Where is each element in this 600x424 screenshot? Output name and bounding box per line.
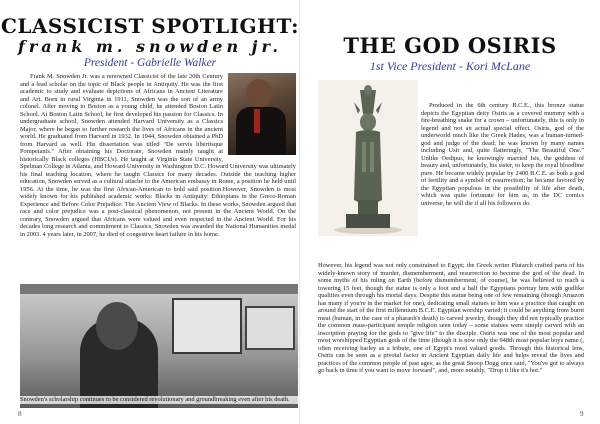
osiris-article-bottom	[318, 262, 584, 394]
page-number-right: 9	[580, 410, 584, 418]
spotlight-body: Frank M. Snowden Jr. was a renowned Classicist of the late 20th Century and a lead scholar on the topic of Black people in Antiquity. He was the first academic to study and evaluate depictions of Africans in Ancient Literature and Art. Born in rural Virginia in 1911, Snowden was the son of an army colonel. After moving to Boston as a young child, he attended Boston Latin School. At Boston Latin School, he first developed his passion for Classics. In undergraduate school, Snowden attended Harvard University as a Classics Major, where he began to further research the lives of Africans in the ancient world. He graduated from Harvard in 1932. In 1944, Snowden obtained a PhD from Harvard as well. His dissertation was titled "De servis libertisque Pompeianis." After obtaining his Doctorate, Snowden mainly taught at historically Black colleges (HBCUs). He taught at Virginia State University, Spelman College in Atlanta, and Howard University in Washington D.C. Howard University was ultimately his final teaching location, where he taught Classics for many decades. Outside the teaching higher education, Snowden served as a cultural attaché to the American embassy in Rome, a position he held until 1956. At the time, he was the first African-American to hold said position.However, Snowden is most widely known for his published academic works: Blacks in Antiquity: Ethiopians in the Greco-Roman Experience and Before Color Prejudice: The Ancient View of Blacks. In these works, Snowden argued that race and color prejudice was a post-classical phenomenon, not present in the Ancient World. On the contrary, Snowden argued that Africans were valued and even respected in the Ancient World. For his decades long research and commitment to Classics, Snowden was awarded the National Humanities medal in 2003. 4 years later, in 2007, he died of congestive heart failure in his home.	[20, 73, 296, 238]
osiris-body-bottom: However, his legend was not only constrained to Egypt; the Greek writer Plutarch crafted parts of his widely-known story of murder, dismemberment, and resurrection to become the god of the dead. In some myths of his ruling on Earth (before dismemberment, of course), he was believed to reach a towering 15 feet, though the statue is only a foot and a half the Egyptians portray him with godlike qualities even through his mortal days. Despite this statue being one of few remaining (though Amazon has many if you're in the market for one), dedicating small statues to him was a practice that caught on around the start of the first millennium B.C.E. Egyptian worship varied; it could be anything from burnt meat (human, in the case of a pharaoh's death) to carved jewelry, though they did not typically practice the common mass-participant temple religion seen today – some statues were simply carved with an inscription praying for the gods to "give life" to the disciple. Osiris was one of the most popular and most worshipped Egyptian gods of the time (though it is now only the 948th most popular boys name (, often receiving barley as a tribute, one of Egypt's most valued goods. Through this historical lens, Osiris can be seen as a pivotal factor in Ancient Egyptian daily life and helps reveal the lives and practices of the common people of past ages; as the great Snoop Dogg once said, "You've got to always go back in time if you want to move forward", and, more notably, "Drop it like it's hot."	[318, 262, 584, 374]
photo-caption: Snowden's scholarship continues to be considered revolutionary and groundbreaking even after his death.	[20, 396, 298, 404]
osiris-statue-photo	[318, 80, 418, 236]
osiris-byline: 1st Vice President - Kori McLane	[369, 59, 531, 73]
osiris-title: THE GOD OSIRIS	[343, 33, 557, 58]
spotlight-title: CLASSICIST SPOTLIGHT:	[0, 14, 300, 38]
spotlight-article	[20, 73, 296, 277]
osiris-article-top	[421, 102, 584, 261]
spotlight-subtitle: frank m. snowden jr.	[17, 37, 282, 56]
spotlight-byline: President - Gabrielle Walker	[83, 57, 217, 69]
page-number-left: 8	[18, 410, 22, 418]
osiris-body-top: Produced in the 6th century B.C.E., this bronze statue depicts the Egyptian deity Osiris as a covered mummy with a fire-breathing snake for a crown – unfortunately, this is only in legend and not an actual special effect. Osiris, god of the underworld much like the Greek Hades, was a human-turned-god and judge of the dead; he was known by many names including Usir and, quite flatteringly, "The Beautiful One." Unlike Oedipus, he knowingly married Isis, the goddess of beauty and, unfortunately, his sister, to keep the royal bloodline pure. He became widely popular by 2400 B.C.E. as both a god of fertility and a symbol of resurrection; he became favored by the Egyptian populous in the possibility of life after death, which was quite fortunate for him as, in the DC comics universe, he will die if all his followers do.	[421, 102, 584, 207]
snowden-portrait-photo	[228, 73, 296, 155]
snowden-office-photo	[20, 284, 298, 408]
